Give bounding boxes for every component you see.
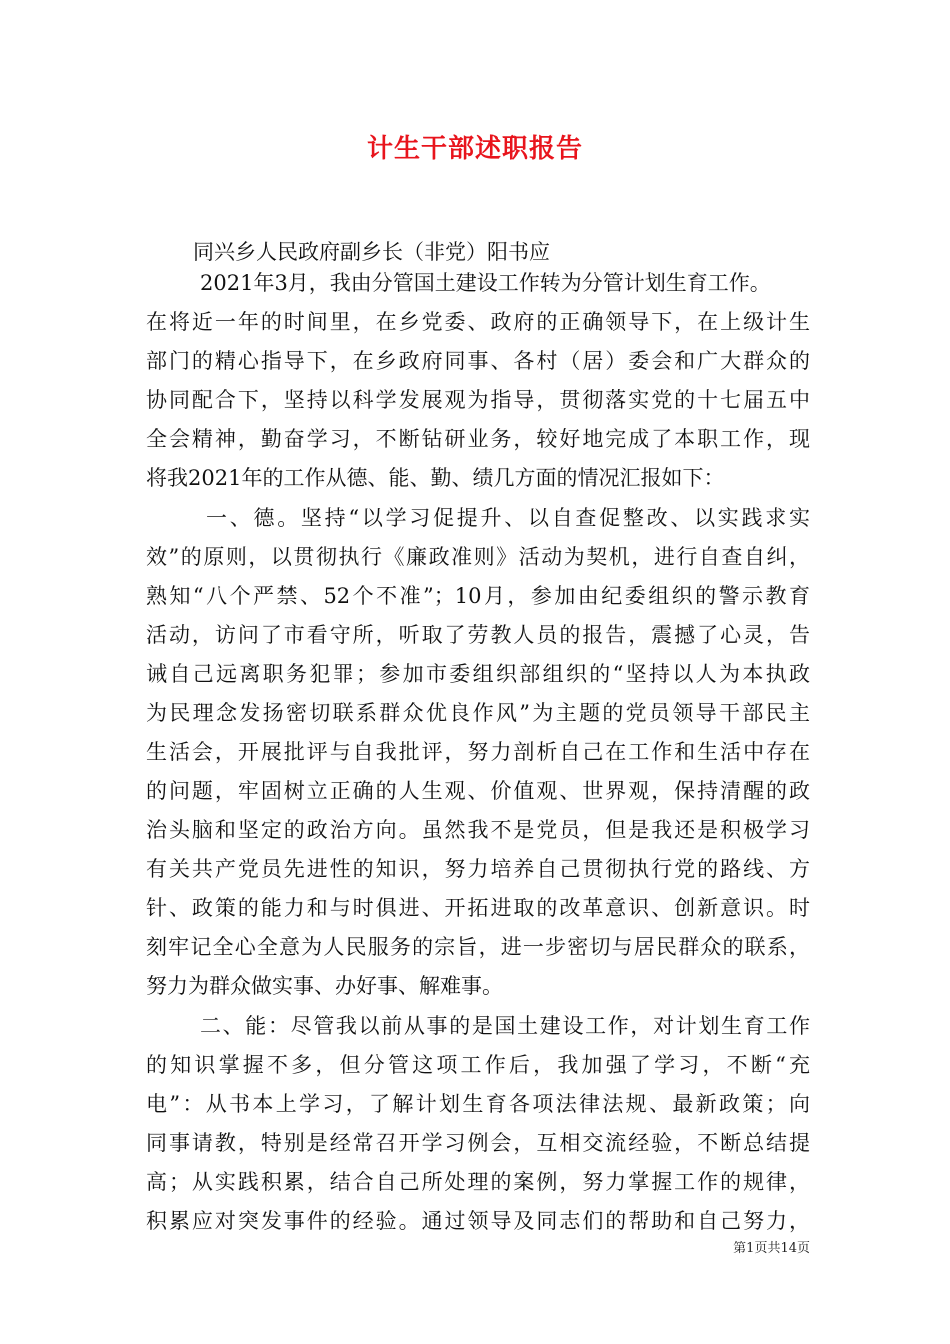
- text-line: 努力为群众做实事、办好事、解难事。: [146, 974, 503, 998]
- text-line: 的知识掌握不多，但分管这项工作后，我加强了学习，不断“充: [146, 1053, 810, 1077]
- text-line: 同事请教，特别是经常召开学习例会，互相交流经验，不断总结提: [146, 1131, 810, 1155]
- text-line: 为民理念发扬密切联系群众优良作风”为主题的党员领导干部民主: [146, 701, 810, 725]
- text-line: 刻牢记全心全意为人民服务的宗旨，进一步密切与居民群众的联系，: [146, 935, 810, 959]
- text-line: 针、政策的能力和与时俱进、开拓进取的改革意识、创新意识。时: [146, 896, 810, 920]
- text-line: 诫自己远离职务犯罪；参加市委组织部组织的“坚持以人为本执政: [146, 662, 810, 686]
- text-line: 的问题，牢固树立正确的人生观、价值观、世界观，保持清醒的政: [146, 779, 810, 803]
- text-line: 电”：从书本上学习，了解计划生育各项法律法规、最新政策；向: [146, 1092, 810, 1116]
- text-line: 将我2021年的工作从德、能、勤、绩几方面的情况汇报如下：: [146, 466, 725, 490]
- text-line: 二、能：尽管我以前从事的是国土建设工作，对计划生育工作: [200, 1014, 810, 1038]
- text-line: 生活会，开展批评与自我批评，努力剖析自己在工作和生活中存在: [146, 740, 810, 764]
- text-line: 效”的原则，以贯彻执行《廉政准则》活动为契机，进行自查自纠，: [146, 545, 810, 569]
- text-line: 部门的精心指导下，在乡政府同事、各村（居）委会和广大群众的: [146, 349, 810, 373]
- text-line: 治头脑和坚定的政治方向。虽然我不是党员，但是我还是积极学习: [146, 818, 810, 842]
- text-line: 一、德。坚持“以学习促提升、以自查促整改、以实践求实: [206, 506, 810, 530]
- text-line: 在将近一年的时间里，在乡党委、政府的正确领导下，在上级计生: [146, 310, 810, 334]
- text-line: 全会精神，勤奋学习，不断钻研业务，较好地完成了本职工作，现: [146, 427, 810, 451]
- text-line: 活动，访问了市看守所，听取了劳教人员的报告，震撼了心灵，告: [146, 623, 810, 647]
- document-title: 计生干部述职报告: [366, 134, 583, 164]
- author-line: 同兴乡人民政府副乡长（非党）阳书应: [193, 240, 550, 264]
- page-number: 第1页共14页: [733, 1241, 810, 1256]
- text-line: 协同配合下，坚持以科学发展观为指导，贯彻落实党的十七届五中: [146, 388, 810, 412]
- text-line: 高；从实践积累，结合自己所处理的案例，努力掌握工作的规律，: [146, 1170, 810, 1194]
- text-line: 2021年3月，我由分管国土建设工作转为分管计划生育工作。: [200, 271, 771, 295]
- text-line: 熟知“八个严禁、52个不准”；10月，参加由纪委组织的警示教育: [146, 584, 810, 608]
- text-line: 有关共产党员先进性的知识，努力培养自己贯彻执行党的路线、方: [146, 857, 810, 881]
- text-line: 积累应对突发事件的经验。通过领导及同志们的帮助和自己努力，: [146, 1209, 810, 1233]
